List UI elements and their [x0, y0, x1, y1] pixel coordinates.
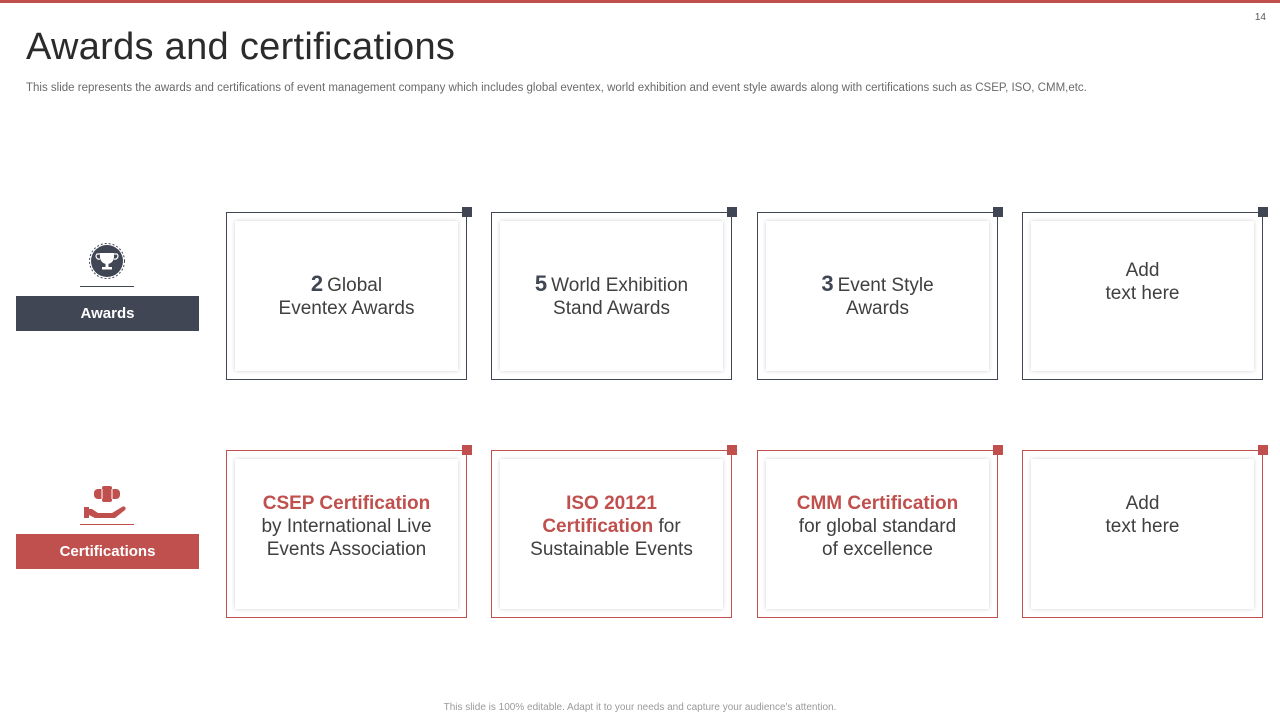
card-line: of excellence — [822, 538, 933, 560]
card-corner-marker — [1258, 445, 1268, 455]
cert-name: ISO 20121 — [566, 492, 657, 514]
award-card-global-eventex — [226, 212, 467, 380]
trophy-badge-icon — [80, 243, 134, 283]
card-corner-marker — [462, 207, 472, 217]
card-line: Global — [327, 275, 383, 296]
card-line: World Exhibition — [551, 275, 689, 296]
page-number: 14 — [1254, 12, 1266, 23]
card-line: by International Live — [261, 515, 432, 537]
card-line: for global standard — [798, 515, 957, 537]
award-count: 3 — [821, 271, 834, 296]
card-line: Add — [1125, 260, 1160, 281]
card-text — [530, 492, 693, 561]
card-line: Sustainable Events — [530, 538, 693, 560]
card-text — [1106, 492, 1180, 538]
page-subtitle: This slide represents the awards and certifications of event management company which includes global eventex, world exhibition and event style awards along with certifications such as CSEP, ISO, CMM,etc. — [26, 82, 1087, 94]
award-card-world-exhibition — [491, 212, 732, 380]
card-text — [535, 272, 688, 320]
card-corner-marker — [993, 207, 1003, 217]
cert-name: Certification — [542, 515, 654, 537]
award-count: 2 — [310, 271, 324, 296]
card-corner-marker — [1258, 207, 1268, 217]
card-line: Eventex Awards — [278, 298, 415, 319]
cert-name: CMM Certification — [796, 492, 959, 514]
page-title: Awards and certifications — [26, 26, 456, 68]
card-line: text here — [1105, 283, 1180, 304]
card-text — [797, 492, 959, 561]
card-line: Events Association — [266, 538, 427, 560]
awards-icon-group — [80, 243, 134, 287]
certifications-icon-underline — [80, 524, 134, 525]
award-card-event-style — [757, 212, 998, 380]
card-text — [1106, 259, 1180, 305]
card-text — [261, 492, 431, 561]
cert-card-placeholder — [1022, 450, 1263, 618]
card-line: Event Style — [837, 275, 934, 296]
cert-card-csep — [226, 450, 467, 618]
top-accent-bar — [0, 0, 1280, 3]
card-line: Stand Awards — [553, 298, 670, 319]
cert-card-cmm — [757, 450, 998, 618]
card-line: Awards — [845, 298, 909, 319]
card-text — [279, 272, 415, 320]
footer-note: This slide is 100% editable. Adapt it to your needs and capture your audience's attention. — [443, 702, 837, 713]
card-corner-marker — [727, 445, 737, 455]
award-count: 5 — [534, 271, 548, 296]
cert-card-iso — [491, 450, 732, 618]
awards-label: Awards — [16, 296, 199, 331]
card-corner-marker — [727, 207, 737, 217]
certifications-label: Certifications — [16, 534, 199, 569]
card-text — [821, 272, 933, 320]
certificate-hand-icon — [80, 481, 134, 521]
certifications-icon-group — [80, 481, 134, 525]
card-line: for — [658, 515, 681, 537]
card-line: Add — [1125, 493, 1160, 514]
card-corner-marker — [993, 445, 1003, 455]
awards-icon-underline — [80, 286, 134, 287]
award-card-placeholder — [1022, 212, 1263, 380]
card-corner-marker — [462, 445, 472, 455]
card-line: text here — [1105, 516, 1180, 537]
cert-name: CSEP Certification — [262, 492, 431, 514]
